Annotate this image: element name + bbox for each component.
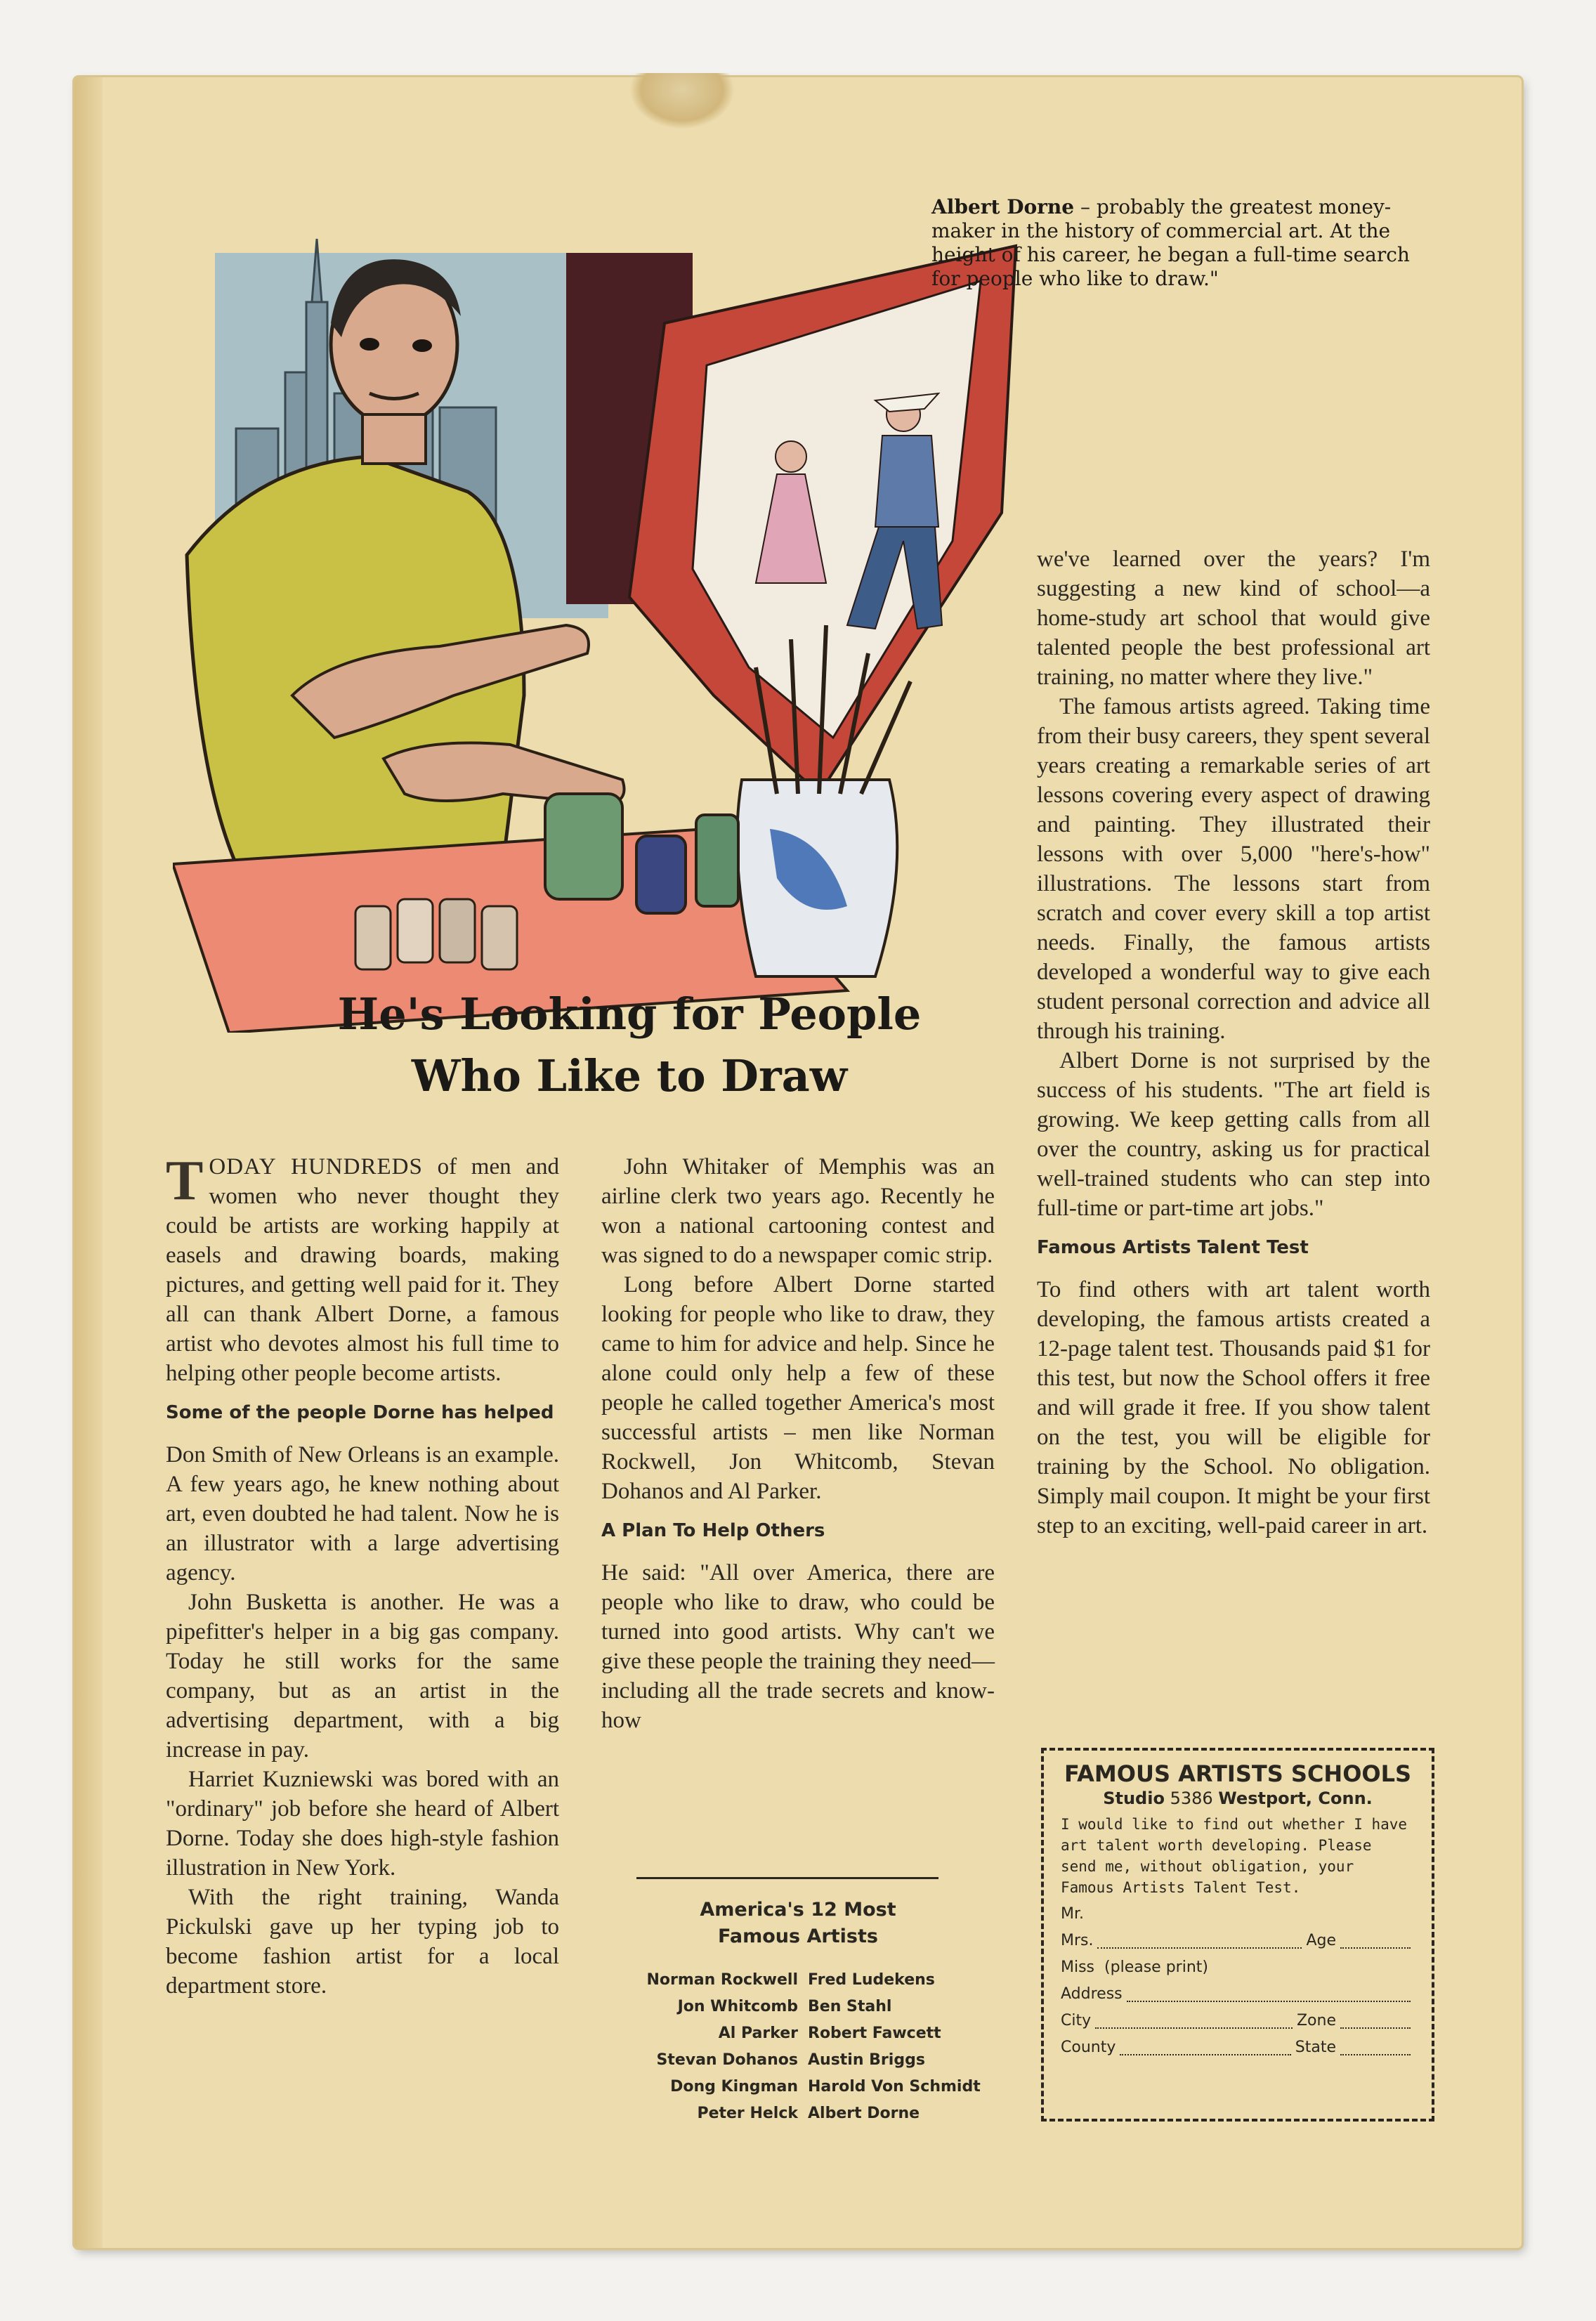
column3-paragraph-2: The famous artists agreed. Taking time from their busy careers, they spent several years creating a remarkable series of art lessons covering every aspect of drawing and painting. They illustrated their lessons with over 5,000 "here's-how" illustrations. The lessons start from scratch and cover every skill a top artist needs. Finally, the famous artists developed a wonderful way to give each student personal correction and advice all through his training. xyxy=(1037,694,1430,1044)
coupon-address-label: Address xyxy=(1061,1985,1123,2003)
artists-row xyxy=(566,2074,1044,2100)
coupon-mrs-field[interactable] xyxy=(1061,1930,1415,1951)
coupon-state-label: State xyxy=(1295,2039,1336,2056)
column2-subhead: A Plan To Help Others xyxy=(601,1520,825,1541)
coupon-city-field[interactable] xyxy=(1061,2011,1415,2032)
artist-name: Austin Briggs xyxy=(808,2051,925,2069)
coupon-address-line[interactable] xyxy=(1127,1985,1411,2002)
article-column-2 xyxy=(601,1152,995,1735)
column1-p1-text: of men and women who never thought they could be artists are working happily at easels and drawing boards, making pictures, and getting well paid for it. They all can thank Albert Dorne, a famous artist who devotes almost his full time to helping other people become artists. xyxy=(166,1154,559,1386)
column3-subhead: Famous Artists Talent Test xyxy=(1037,1237,1309,1258)
artist-name: Stevan Dohanos xyxy=(656,2051,798,2069)
artist-name: Al Parker xyxy=(718,2025,798,2042)
column1-paragraph-3: John Busketta is another. He was a pipefitter's helper in a big gas company. Today he still works for the same company, but as an artist in the advertising department, with a big increase in pay. xyxy=(166,1590,559,1763)
artists-row xyxy=(566,2047,1044,2074)
coupon-age-line[interactable] xyxy=(1340,1932,1411,1949)
column2-paragraph-1: John Whitaker of Memphis was an airline clerk two years ago. Recently he won a national cartooning contest and was signed to do a newspaper comic strip. xyxy=(601,1154,995,1268)
column1-paragraph-5: With the right training, Wanda Pickulski gave up her typing job to become fashion artist for a local department store. xyxy=(166,1885,559,1999)
artists-list xyxy=(566,1967,1044,2127)
coupon-address-field[interactable] xyxy=(1061,1984,1415,2005)
illustration-caption xyxy=(931,195,1437,291)
column3-paragraph-4: To find others with art talent worth developing, the famous artists created a 12-page talent test. Thousands paid $1 for this test, but now the School offers it free and will grade it free. If you show talent on the test, you will be eligible for training by the School. No obligation. Simply mail coupon. It might be your first step to an exciting, well-paid career in art. xyxy=(1037,1277,1430,1538)
lead-smallcaps: ODAY HUNDREDS xyxy=(209,1154,423,1179)
coupon-print-note: (please print) xyxy=(1104,1959,1208,1976)
headline-line-1: He's Looking for People xyxy=(337,988,922,1040)
drawn-woman-head xyxy=(776,441,806,472)
column1-paragraph-4: Harriet Kuzniewski was bored with an "ordinary" job before she heard of Albert Dorne. Today she does high-style fashion illustration in New York. xyxy=(166,1767,559,1881)
column1-paragraph-1 xyxy=(166,1152,559,1388)
artists-title-line-1: America's 12 Most xyxy=(700,1899,896,1921)
artist-neck xyxy=(362,414,426,464)
column2-paragraph-2: Long before Albert Dorne started looking for people who like to draw, they came to him for advice and help. Since he alone could only help a few of these people he called together America's most successful artists – men like Norman Rockwell, Jon Whitcomb, Stevan Dohanos and Al Parker. xyxy=(601,1272,995,1504)
mail-in-coupon[interactable] xyxy=(1041,1748,1434,2121)
artists-row xyxy=(566,2100,1044,2127)
artist-name: Dong Kingman xyxy=(670,2078,798,2096)
artists-row xyxy=(566,1994,1044,2020)
coupon-studio-place: Westport, Conn. xyxy=(1218,1789,1373,1808)
column3-paragraph-1: we've learned over the years? I'm suggesting a new kind of school—a home-study art school that would give talented people the best professional art training, no matter where they live." xyxy=(1037,547,1430,690)
artist-name: Ben Stahl xyxy=(808,1998,892,2015)
coupon-studio-number: 5386 xyxy=(1170,1789,1213,1808)
artists-row xyxy=(566,2020,1044,2047)
drop-cap: T xyxy=(166,1150,204,1212)
artist-name: Robert Fawcett xyxy=(808,2025,941,2042)
artists-title-line-2: Famous Artists xyxy=(718,1926,878,1947)
coupon-county-label: County xyxy=(1061,2039,1116,2056)
artist-illustration xyxy=(173,162,1037,1033)
page-spine-edge xyxy=(74,77,103,2248)
column1-subhead: Some of the people Dorne has helped xyxy=(166,1402,554,1423)
coupon-county-field[interactable] xyxy=(1061,2037,1415,2058)
coupon-name-line[interactable] xyxy=(1097,1932,1302,1949)
coupon-body-text: I would like to find out whether I have art talent worth developing. Please send me, without obligation, your Famous Artists Talent Test. xyxy=(1061,1816,1408,1896)
coupon-age-label: Age xyxy=(1306,1932,1336,1949)
article-column-3 xyxy=(1037,544,1430,1541)
coupon-state-line[interactable] xyxy=(1340,2039,1411,2055)
caption-text: – probably the greatest money-maker in the history of commercial art. At the height of his career, he began a full-time search for people who like to draw." xyxy=(931,195,1410,290)
column1-paragraph-2: Don Smith of New Orleans is an example. A few years ago, he knew nothing about art, even doubted he had talent. Now he is an illustrator with a large advertising agency. xyxy=(166,1442,559,1586)
artist-name: Norman Rockwell xyxy=(646,1971,798,1989)
artist-name: Albert Dorne xyxy=(808,2105,920,2122)
coupon-county-line[interactable] xyxy=(1120,2039,1290,2055)
artists-list-title xyxy=(601,1897,995,1950)
page-tear xyxy=(629,73,735,129)
artist-name: Harold Von Schmidt xyxy=(808,2078,981,2096)
artist-name: Jon Whitcomb xyxy=(677,1998,798,2015)
headline-line-2: Who Like to Draw xyxy=(411,1050,848,1101)
artist-name: Fred Ludekens xyxy=(808,1971,935,1989)
green-paint-jar xyxy=(545,794,622,899)
small-paint-bottle xyxy=(696,815,738,906)
section-divider xyxy=(636,1877,938,1879)
artists-row xyxy=(566,1967,1044,1994)
coupon-school-name: FAMOUS ARTISTS SCHOOLS xyxy=(1064,1760,1412,1787)
coupon-mrs-label: Mrs. xyxy=(1061,1932,1094,1949)
column3-paragraph-3: Albert Dorne is not surprised by the success of his students. "The art field is growing. We keep getting calls from all over the country, asking us for practical well-trained students who can step into full-time or part-time art jobs." xyxy=(1037,1048,1430,1221)
artist-right-eye xyxy=(412,339,432,352)
coupon-studio-label: Studio xyxy=(1103,1789,1165,1808)
coupon-city-line[interactable] xyxy=(1095,2012,1293,2029)
coupon-miss-field[interactable] xyxy=(1061,1957,1415,1978)
drawn-man-body xyxy=(875,436,938,527)
artist-left-eye xyxy=(360,338,379,351)
comic-back-cover-page xyxy=(74,77,1522,2248)
coupon-zone-label: Zone xyxy=(1296,2012,1336,2029)
coupon-zone-line[interactable] xyxy=(1340,2012,1411,2029)
coupon-mr-field[interactable] xyxy=(1061,1904,1415,1925)
coupon-studio-line xyxy=(1061,1787,1415,1810)
column2-paragraph-3: He said: "All over America, there are people who like to draw, who could be turned into good artists. Why can't we give these people the training they need—including all the trade secrets and know-how xyxy=(601,1560,995,1733)
article-column-1 xyxy=(166,1152,559,2001)
coupon-miss-label: Miss xyxy=(1061,1959,1095,1976)
blue-paint-jar xyxy=(636,836,686,913)
coupon-city-label: City xyxy=(1061,2012,1092,2029)
ad-headline xyxy=(180,983,1079,1107)
coupon-mr-label: Mr. xyxy=(1061,1905,1084,1923)
caption-name: Albert Dorne xyxy=(931,195,1075,218)
artist-name: Peter Helck xyxy=(697,2105,798,2122)
